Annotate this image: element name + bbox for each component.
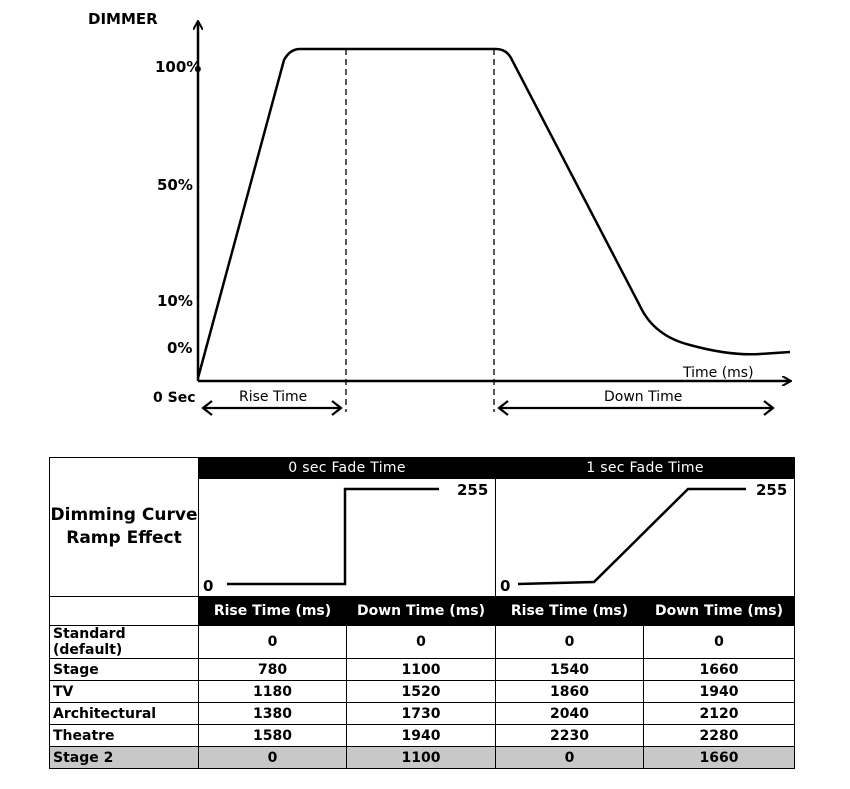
row-name: Standard (default) [50, 626, 199, 659]
row-value: 2280 [644, 725, 795, 747]
y-tick-0: 0% [167, 339, 193, 357]
row-value: 0 [644, 626, 795, 659]
step-curve-graph [199, 479, 495, 596]
row-value: 1540 [496, 659, 644, 681]
fade-0-low-label: 0 [203, 577, 214, 595]
fade-1-high-label: 255 [756, 481, 788, 499]
col-header-rise-0: Rise Time (ms) [199, 597, 347, 626]
col-header-rise-1: Rise Time (ms) [496, 597, 644, 626]
fade-1-curve-cell [496, 479, 795, 597]
row-value: 780 [199, 659, 347, 681]
row-value: 1520 [347, 681, 496, 703]
table-row [50, 703, 795, 725]
ramp-curve [518, 489, 746, 584]
table-row [50, 659, 795, 681]
y-axis-title: DIMMER [88, 10, 158, 28]
row-value: 0 [496, 626, 644, 659]
row-name: Architectural [50, 703, 199, 725]
blank-header-cell [50, 597, 199, 626]
row-value: 2120 [644, 703, 795, 725]
row-value: 1940 [644, 681, 795, 703]
col-header-down-1: Down Time (ms) [644, 597, 795, 626]
table-row [50, 626, 795, 659]
fade-0-curve-cell [199, 479, 496, 597]
row-name: Stage 2 [50, 747, 199, 769]
row-value: 2230 [496, 725, 644, 747]
row-value: 0 [199, 747, 347, 769]
row-value: 1180 [199, 681, 347, 703]
row-value: 1660 [644, 747, 795, 769]
origin-label: 0 Sec [153, 390, 196, 406]
row-value: 1660 [644, 659, 795, 681]
row-value: 2040 [496, 703, 644, 725]
row-value: 1580 [199, 725, 347, 747]
y-tick-10: 10% [157, 292, 193, 310]
row-name: Stage [50, 659, 199, 681]
dimming-curve-table [49, 457, 795, 769]
row-value: 1100 [347, 659, 496, 681]
fade-group-header-1: 1 sec Fade Time [496, 458, 795, 479]
y-tick-100: 100% [155, 58, 202, 76]
row-value: 0 [347, 626, 496, 659]
ramp-label-line2: Ramp Effect [66, 528, 182, 548]
fade-1-low-label: 0 [500, 577, 511, 595]
ramp-curve-graph [496, 479, 795, 596]
x-axis-title: Time (ms) [683, 365, 754, 381]
row-value: 1940 [347, 725, 496, 747]
row-name: TV [50, 681, 199, 703]
row-value: 1860 [496, 681, 644, 703]
row-value: 0 [496, 747, 644, 769]
table-row [50, 681, 795, 703]
ramp-effect-label [50, 458, 199, 597]
row-name: Theatre [50, 725, 199, 747]
rise-time-label: Rise Time [239, 389, 308, 405]
row-value: 1100 [347, 747, 496, 769]
col-header-down-0: Down Time (ms) [347, 597, 496, 626]
row-value: 0 [199, 626, 347, 659]
row-value: 1380 [199, 703, 347, 725]
y-tick-50: 50% [157, 176, 193, 194]
dimming-table-wrap [49, 457, 795, 769]
down-time-label: Down Time [604, 389, 683, 405]
step-curve [227, 489, 439, 584]
fade-0-high-label: 255 [457, 481, 489, 499]
table-row-highlighted [50, 747, 795, 769]
table-row [50, 725, 795, 747]
fade-group-header-0: 0 sec Fade Time [199, 458, 496, 479]
ramp-label-line1: Dimming Curve [50, 505, 198, 525]
row-value: 1730 [347, 703, 496, 725]
